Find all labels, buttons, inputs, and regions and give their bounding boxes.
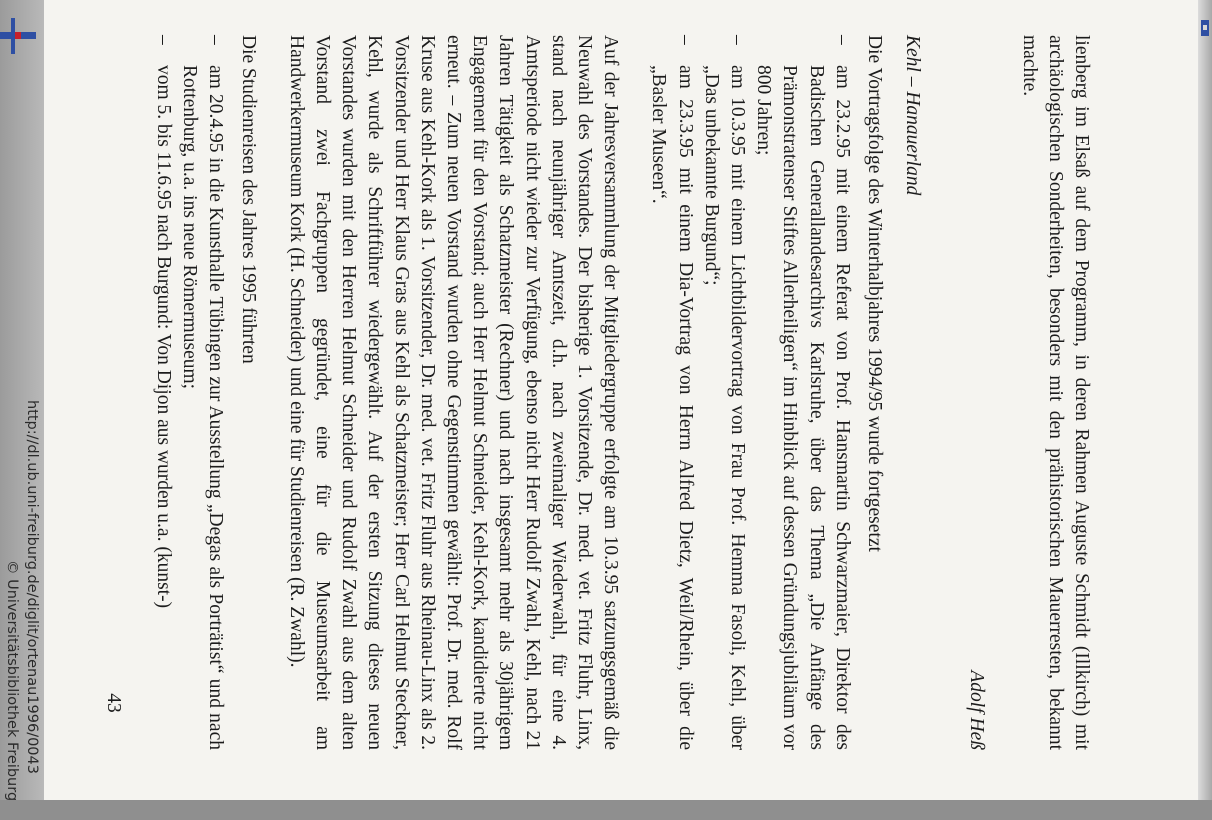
author-signature: Adolf Heß: [966, 670, 988, 750]
lecture-list: [645, 35, 855, 750]
section-heading: Kehl – Hanauerland: [902, 35, 924, 196]
trip-list: [150, 35, 229, 750]
annual-meeting-paragraph: Auf der Jahresversammlung der Mitgliedergruppe erfolgte am 10.3.95 satzungsgemäß die Neuwahl des Vorstandes. Der bisherige 1. Vorsitzende, Dr. med. vet. Fritz Fluhr, Linx, stand nach neunjähriger Amtszeit, d.h. nach zweimaliger Wiederwahl, für eine 4. Amtsperiode nicht wieder zur Verfügung, ebenso nicht Herr Rudolf Zwahl, Kehl, nach 21 Jahren Tätigkeit als Schatzmeister (Rechner) und nach insgesamt mehr als 30jährigem Engagement für den Vorstand; auch Herr Helmut Schneider, Kehl-Kork, kandidierte nicht erneut. – Zum neuen Vorstand wurden ohne Gegenstimmen gewählt: Prof. Dr. med. Rolf Kruse aus Kehl-Kork als 1. Vorsitzender, Dr. med. vet. Fritz Fluhr aus Rheinau-Linx als 2. Vorsitzender und Herr Klaus Gras aus Kehl als Schatzmeister; Herr Carl Helmut Steckner, Kehl, wurde als Schriftführer wiedergewählt. Auf der ersten Sitzung dieses neuen Vorstandes wurden mit den Herren Helmut Schneider und Rudolf Zwahl aus dem alten Vorstand zwei Fachgruppen gegründet, eine für die Museumsarbeit am Handwerkermuseum Kork (H. Schneider) und eine für Studienreisen (R. Zwahl).: [285, 35, 622, 750]
continuation-paragraph: lienberg im Elsaß auf dem Programm, in deren Rahmen Auguste Schmidt (Illkirch) mit archäologischen Sonderheiten, besonders mit den prähistorischen Mauerresten, bekannt machte.: [1018, 35, 1092, 750]
list-item: – vom 5. bis 11.6.95 nach Burgund: Von Dijon aus wurden u.a. (kunst-): [152, 35, 174, 609]
lectures-intro: Die Vortragsfolge des Winterhalbjahres 1994/95 wurde fortgesetzt: [863, 35, 885, 552]
trips-intro: Die Studienreisen des Jahres 1995 führten: [237, 35, 259, 364]
page-number: 43: [103, 693, 124, 713]
list-item: – am 10.3.95 mit einem Lichtbildervortrag von Frau Prof. Hemma Fasoli, Kehl, über „Das unbekannte Burgund“;: [700, 35, 748, 750]
list-item: – am 23.2.95 mit einem Referat von Prof. Hansmartin Schwarzmaier, Direktor des Badischen Generallandesarchivs Karlsruhe, über das Thema „Die Anfänge des Prämonstratenser Stiftes Allerheiligen“ im Hinblick auf dessen Gründungsjubiläum vor 800 Jahren;: [753, 35, 853, 750]
page-body: [128, 35, 1094, 750]
list-item: – am 23.3.95 mit einem Dia-Vortrag von Herrn Alfred Dietz, Weil/Rhein, über die „Basler Museen“.: [648, 35, 696, 750]
footer-credit: © Universitätsbibliothek Freiburg: [4, 560, 20, 802]
footer-url: http://dl.ub.uni-freiburg.de/diglit/ortenau1996/0043: [24, 400, 40, 774]
list-item: – am 20.4.95 in die Kunsthalle Tübingen zur Ausstellung „Degas als Porträtist“ und nach Rottenburg, u.a. ins neue Römermuseum;: [179, 35, 227, 750]
